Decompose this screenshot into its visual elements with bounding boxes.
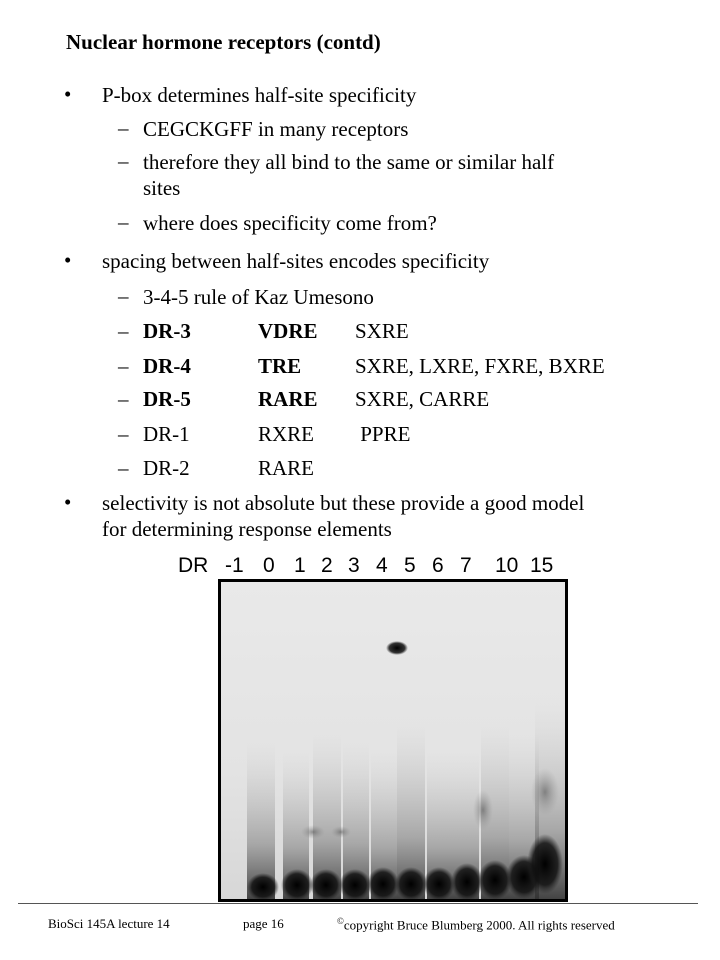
bullet-text: selectivity is not absolute but these provide a good model	[102, 491, 585, 515]
lane-label: 7	[460, 554, 472, 577]
sub-item: therefore they all bind to the same or similar half	[143, 150, 555, 174]
lane-label: 15	[530, 554, 554, 577]
lane-label: 10	[495, 554, 519, 577]
dash: –	[118, 456, 129, 480]
dash: –	[118, 284, 129, 308]
dr-spacing: DR-3	[143, 319, 191, 343]
response-element: VDRE	[258, 319, 318, 343]
other-elements: SXRE, LXRE, FXRE, BXRE	[355, 354, 605, 378]
response-element: TRE	[258, 354, 302, 378]
gel-lane-labels	[170, 554, 570, 578]
dash: –	[118, 319, 129, 343]
bullet-dot: •	[64, 82, 72, 106]
page-title: Nuclear hormone receptors (contd)	[66, 30, 381, 54]
lane-label: 6	[432, 554, 444, 577]
lane-label: 4	[376, 554, 388, 577]
dash: –	[118, 210, 129, 234]
sub-item: 3-4-5 rule of Kaz Umesono	[143, 285, 374, 309]
dash: –	[118, 354, 129, 378]
bullet-text: P-box determines half-site specificity	[102, 83, 417, 107]
lane-label: 3	[348, 554, 360, 577]
other-elements: SXRE	[355, 319, 409, 343]
copyright-symbol: ©	[337, 916, 344, 926]
dash: –	[118, 387, 129, 411]
copyright-text: copyright Bruce Blumberg 2000. All rights reserved	[343, 917, 615, 933]
sub-item: CEGCKGFF in many receptors	[143, 117, 409, 141]
response-element: RARE	[258, 387, 318, 411]
dr-spacing: DR-4	[143, 354, 191, 378]
lane-label: 2	[321, 554, 333, 577]
lane-label: 1	[294, 554, 306, 577]
bullet-text-cont: for determining response elements	[102, 517, 392, 541]
bullet-dot: •	[64, 248, 72, 272]
footer-rule	[18, 903, 698, 904]
other-elements: SXRE, CARRE	[355, 387, 490, 411]
footer-course: BioSci 145A lecture 14	[48, 916, 170, 931]
dr-spacing: DR-2	[143, 456, 190, 480]
footer-copyright	[337, 916, 615, 933]
dr-spacing: DR-1	[143, 422, 190, 446]
dr-label: DR	[178, 554, 209, 577]
lane-label: 0	[263, 554, 275, 577]
footer-page: page 16	[243, 916, 284, 931]
sub-item-cont: sites	[143, 176, 181, 200]
dash: –	[118, 116, 129, 140]
lane-label: 5	[404, 554, 416, 577]
lane-label: -1	[225, 554, 244, 577]
dr-spacing: DR-5	[143, 387, 191, 411]
sub-item: where does specificity come from?	[143, 211, 437, 235]
response-element: RXRE	[258, 422, 315, 446]
gel-image	[218, 579, 568, 902]
bullet-dot: •	[64, 490, 72, 514]
response-element: RARE	[258, 456, 315, 480]
bullet-text: spacing between half-sites encodes specificity	[102, 249, 490, 273]
dash: –	[118, 422, 129, 446]
other-elements: PPRE	[355, 422, 411, 446]
dash: –	[118, 149, 129, 173]
gel-bands	[221, 582, 565, 899]
